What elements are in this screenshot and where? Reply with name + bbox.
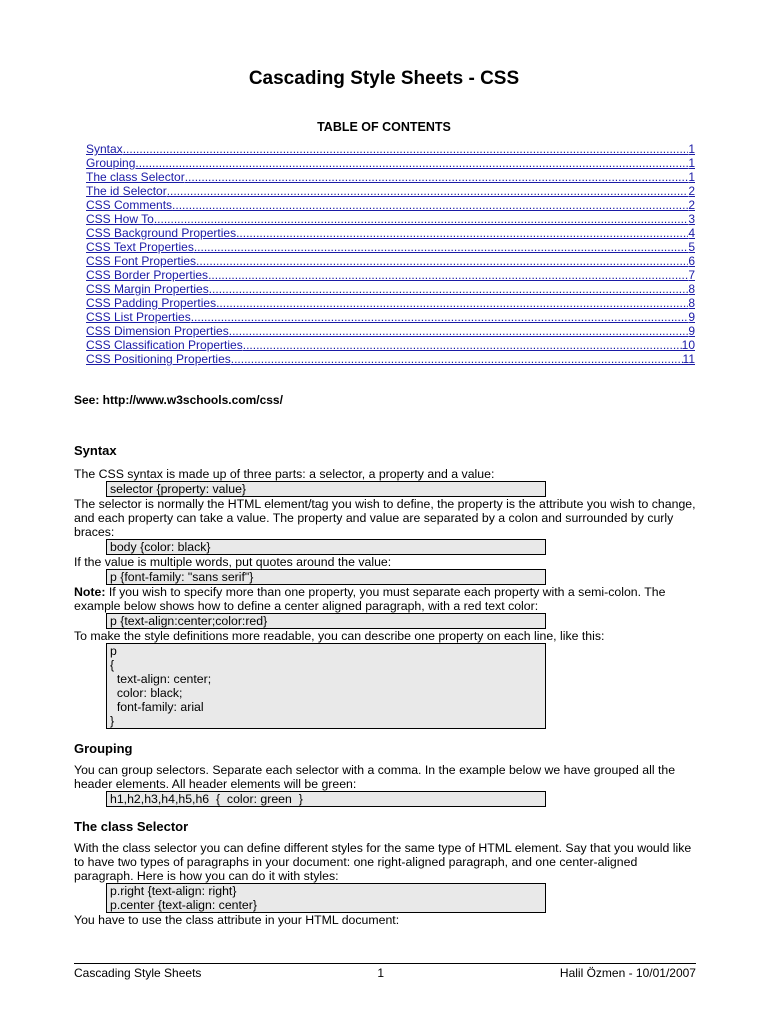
toc-link-class-selector[interactable] xyxy=(86,170,695,184)
toc-page: 1 xyxy=(688,142,695,156)
toc-label: CSS Padding Properties xyxy=(86,296,217,310)
toc-page: 6 xyxy=(688,254,695,268)
paragraph: You can group selectors. Separate each selector with a comma. In the example below we have grouped all the header elements. All header elements will be green: xyxy=(74,763,676,791)
page-title: Cascading Style Sheets - CSS xyxy=(248,68,520,89)
toc-leader xyxy=(185,170,689,184)
toc-leader xyxy=(243,338,682,352)
toc-link-positioning[interactable] xyxy=(86,352,695,366)
footer-page-number: 1 xyxy=(377,966,384,980)
toc-leader xyxy=(135,156,688,170)
paragraph: If the value is multiple words, put quotes around the value: xyxy=(74,555,392,569)
toc-label: CSS Font Properties xyxy=(86,254,197,268)
toc-leader xyxy=(196,254,688,268)
toc-link-grouping[interactable] xyxy=(86,156,695,170)
paragraph: The CSS syntax is made up of three parts: a selector, a property and a value: xyxy=(74,467,495,481)
toc-label: The id Selector xyxy=(86,184,167,198)
note-text: If you wish to specify more than one property, you must separate each property with a semi-colon. The example below shows how to define a center aligned paragraph, with a red text color: xyxy=(74,585,666,613)
toc-link-font[interactable] xyxy=(86,254,695,268)
toc-heading: TABLE OF CONTENTS xyxy=(317,120,451,134)
toc-page: 1 xyxy=(688,156,695,170)
toc-leader xyxy=(216,296,688,310)
toc-label: CSS List Properties xyxy=(86,310,191,324)
document-body xyxy=(74,443,696,927)
section-heading-grouping: Grouping xyxy=(74,741,133,756)
toc-label: CSS Positioning Properties xyxy=(86,352,231,366)
note-paragraph xyxy=(74,585,696,613)
toc-label: CSS How To xyxy=(86,212,154,226)
footer-title: Cascading Style Sheets xyxy=(74,966,202,980)
paragraph: The selector is normally the HTML element/tag you wish to define, the property is the attribute you wish to change, and each property can take a value. The property and value are separated by a colon and surrounded by curly braces: xyxy=(74,497,696,539)
code-block: p.right {text-align: right} p.center {text-align: center} xyxy=(106,883,546,913)
toc-page: 11 xyxy=(682,352,695,366)
code-block: p {font-family: "sans serif"} xyxy=(106,569,546,585)
toc-link-syntax[interactable] xyxy=(86,142,695,156)
toc-label: CSS Margin Properties xyxy=(86,282,209,296)
toc-link-dimension[interactable] xyxy=(86,324,695,338)
toc-leader xyxy=(167,184,689,198)
paragraph: You have to use the class attribute in your HTML document: xyxy=(74,913,400,927)
toc-page: 2 xyxy=(688,198,695,212)
toc-link-text[interactable] xyxy=(86,240,695,254)
toc-page: 8 xyxy=(688,296,695,310)
paragraph: With the class selector you can define different styles for the same type of HTML element. Say that you would like to have two types of paragraphs in your document: one right-aligned paragraph, and one center-aligned paragraph. Here is how you can do it with styles: xyxy=(74,841,692,883)
toc-page: 4 xyxy=(688,226,695,240)
code-block: selector {property: value} xyxy=(106,481,546,497)
toc-leader xyxy=(231,352,683,366)
toc-label: CSS Comments xyxy=(86,198,173,212)
toc-leader xyxy=(209,282,689,296)
toc-page: 8 xyxy=(688,282,695,296)
toc-link-margin[interactable] xyxy=(86,282,695,296)
toc-link-background[interactable] xyxy=(86,226,695,240)
toc-label: CSS Classification Properties xyxy=(86,338,243,352)
toc-link-padding[interactable] xyxy=(86,296,695,310)
toc-leader xyxy=(172,198,688,212)
toc-link-css-comments[interactable] xyxy=(86,198,695,212)
section-heading-syntax: Syntax xyxy=(74,443,117,458)
footer-author-date: Halil Özmen - 10/01/2007 xyxy=(559,966,696,980)
toc-leader xyxy=(123,142,689,156)
toc-page: 10 xyxy=(681,338,695,352)
toc-label: CSS Dimension Properties xyxy=(86,324,229,338)
toc-link-border[interactable] xyxy=(86,268,695,282)
toc-page: 7 xyxy=(688,268,695,282)
toc-leader xyxy=(229,324,689,338)
code-block: p { text-align: center; color: black; font-family: arial } xyxy=(106,643,546,729)
note-label: Note: xyxy=(74,585,106,599)
toc-leader xyxy=(236,226,688,240)
toc-page: 5 xyxy=(688,240,695,254)
code-block: body {color: black} xyxy=(106,539,546,555)
toc-label: The class Selector xyxy=(86,170,185,184)
toc-leader xyxy=(208,268,688,282)
see-reference: See: http://www.w3schools.com/css/ xyxy=(74,393,283,407)
toc-link-classification[interactable] xyxy=(86,338,695,352)
toc-leader xyxy=(154,212,689,226)
footer-rule xyxy=(74,963,696,964)
section-heading-class-selector: The class Selector xyxy=(74,819,189,834)
toc-link-list[interactable] xyxy=(86,310,695,324)
toc-leader xyxy=(191,310,689,324)
toc-page: 1 xyxy=(688,170,695,184)
code-block: p {text-align:center;color:red} xyxy=(106,613,546,629)
table-of-contents xyxy=(86,142,695,366)
page-footer xyxy=(74,966,696,980)
toc-label: Grouping xyxy=(86,156,136,170)
toc-page: 9 xyxy=(688,310,695,324)
toc-page: 9 xyxy=(688,324,695,338)
toc-page: 2 xyxy=(688,184,695,198)
toc-label: CSS Border Properties xyxy=(86,268,209,282)
toc-link-id-selector[interactable] xyxy=(86,184,695,198)
toc-label: CSS Text Properties xyxy=(86,240,194,254)
toc-link-css-how-to[interactable] xyxy=(86,212,695,226)
code-block: h1,h2,h3,h4,h5,h6 { color: green } xyxy=(106,791,546,807)
paragraph: To make the style definitions more readable, you can describe one property on each line, like this: xyxy=(74,629,605,643)
toc-label: CSS Background Properties xyxy=(86,226,237,240)
toc-label: Syntax xyxy=(86,142,123,156)
toc-leader xyxy=(194,240,688,254)
toc-page: 3 xyxy=(688,212,695,226)
